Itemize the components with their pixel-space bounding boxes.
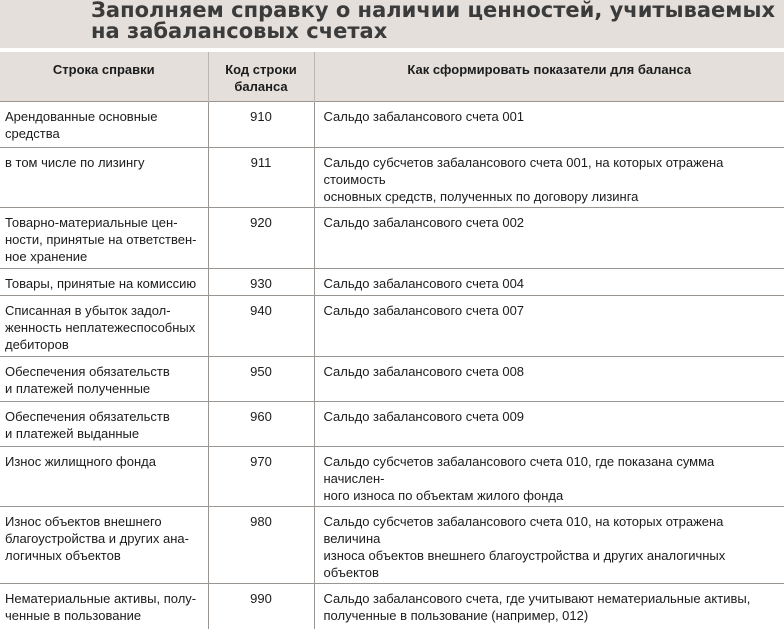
- row-code: 960: [208, 402, 314, 447]
- row-how: Сальдо забалансового счета 007: [314, 296, 784, 357]
- row-code: 940: [208, 296, 314, 357]
- row-code: 970: [208, 447, 314, 507]
- row-how: Сальдо забалансового счета 001: [314, 102, 784, 148]
- row-how: Сальдо субсчетов забалансового счета 010, на которых отражена величина износа объектов внешнего благоустройства и других аналогичных объектов: [314, 507, 784, 584]
- page-title-line-2: на забалансовых счетах: [91, 19, 388, 43]
- row-line: Товарно-материальные цен- ности, принятые на ответствен- ное хранение: [0, 208, 208, 269]
- header-code: Код строки баланса: [208, 52, 314, 102]
- row-how: Сальдо субсчетов забалансового счета 010, где показана сумма начислен- ного износа по объектам жилого фонда: [314, 447, 784, 507]
- table-row: [0, 102, 784, 148]
- row-code: 930: [208, 269, 314, 296]
- table-row: [0, 402, 784, 447]
- row-code: 920: [208, 208, 314, 269]
- row-how: Сальдо субсчетов забалансового счета 001, на которых отражена стоимость основных средств, полученных по договору лизинга: [314, 148, 784, 208]
- row-line: Износ объектов внешнего благоустройства и других ана- логичных объектов: [0, 507, 208, 584]
- row-code: 911: [208, 148, 314, 208]
- table-header-row: [0, 52, 784, 102]
- row-line: в том числе по лизингу: [0, 148, 208, 208]
- row-line: Списанная в убыток задол- женность неплатежеспособных дебиторов: [0, 296, 208, 357]
- header-line: Строка справки: [0, 52, 208, 102]
- row-line: Обеспечения обязательств и платежей выданные: [0, 402, 208, 447]
- table-row: [0, 148, 784, 208]
- row-how: Сальдо забалансового счета, где учитывают нематериальные активы, полученные в пользование (например, 012): [314, 584, 784, 629]
- header-how: Как сформировать показатели для баланса: [314, 52, 784, 102]
- table-row: [0, 507, 784, 584]
- reference-table: [0, 52, 784, 629]
- table-row: [0, 269, 784, 296]
- row-code: 990: [208, 584, 314, 629]
- table-row: [0, 357, 784, 402]
- row-how: Сальдо забалансового счета 004: [314, 269, 784, 296]
- row-how: Сальдо забалансового счета 002: [314, 208, 784, 269]
- row-line: Износ жилищного фонда: [0, 447, 208, 507]
- table-row: [0, 296, 784, 357]
- table-row: [0, 584, 784, 629]
- row-code: 910: [208, 102, 314, 148]
- row-line: Арендованные основные средства: [0, 102, 208, 148]
- table-row: [0, 208, 784, 269]
- row-code: 950: [208, 357, 314, 402]
- row-line: Обеспечения обязательств и платежей полученные: [0, 357, 208, 402]
- row-code: 980: [208, 507, 314, 584]
- row-how: Сальдо забалансового счета 008: [314, 357, 784, 402]
- row-line: Товары, принятые на комиссию: [0, 269, 208, 296]
- table-row: [0, 447, 784, 507]
- page-title-line-1: Заполняем справку о наличии ценностей, учитываемых: [91, 0, 775, 22]
- page-title: [91, 0, 775, 42]
- row-how: Сальдо забалансового счета 009: [314, 402, 784, 447]
- row-line: Нематериальные активы, полу- ченные в пользование: [0, 584, 208, 629]
